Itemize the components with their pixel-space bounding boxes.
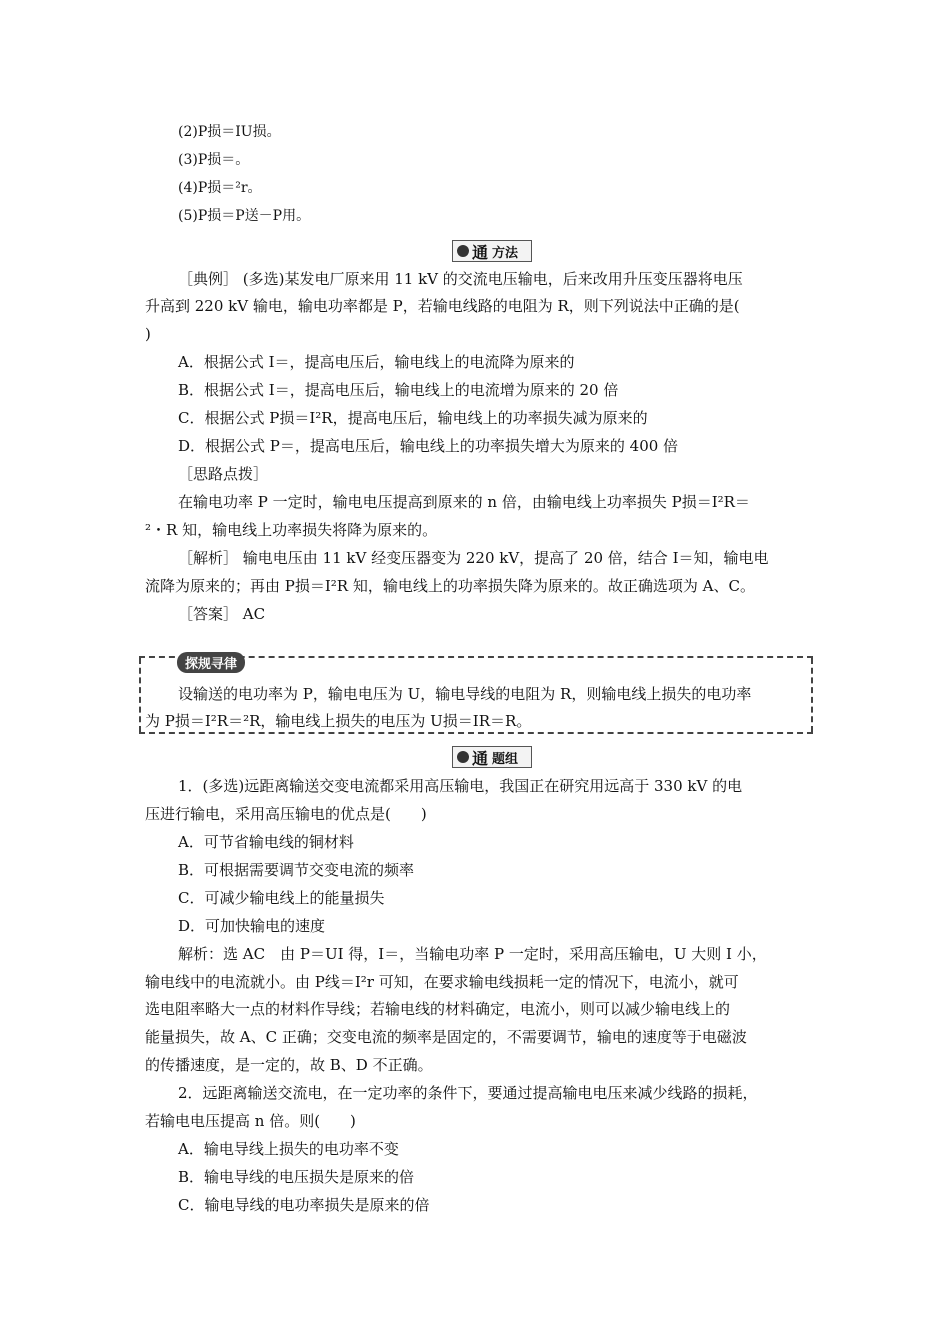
hint-line-2: ²・R 知，输电线上功率损失将降为原来的。 bbox=[145, 521, 438, 539]
rule-tag: 探规寻律 bbox=[177, 652, 245, 673]
example-option-b: B．根据公式 I＝，提高电压后，输电线上的电流增为原来的 20 倍 bbox=[178, 381, 619, 399]
q1-solution-5: 的传播速度，是一定的，故 B、D 不正确。 bbox=[145, 1056, 433, 1074]
example-line-1: ［典例］ (多选)某发电厂原来用 11 kV 的交流电压输电，后来改用升压变压器将电压 bbox=[178, 270, 743, 288]
answer-line: ［答案］ AC bbox=[178, 605, 266, 623]
header-text: 题组 bbox=[492, 751, 519, 767]
analysis-line-1: ［解析］ 输电电压由 11 kV 经变压器变为 220 kV，提高了 20 倍，结合 I＝知，输电电 bbox=[178, 549, 769, 567]
q1-solution-4: 能量损失，故 A、C 正确；交变电流的频率是固定的，不需要调节，输电的速度等于电磁波 bbox=[145, 1028, 747, 1046]
section-header-practice bbox=[452, 746, 532, 768]
q1-option-b: B．可根据需要调节交变电流的频率 bbox=[178, 861, 415, 879]
example-line-3: ) bbox=[145, 325, 151, 343]
rule-line-2: 为 P损＝I²R＝²R，输电线上损失的电压为 U损＝IR＝R。 bbox=[145, 712, 532, 730]
example-option-a: A．根据公式 I＝，提高电压后，输电线上的电流降为原来的 bbox=[178, 353, 575, 371]
hint-line-1: 在输电功率 P 一定时，输电电压提高到原来的 n 倍，由输电线上功率损失 P损＝I²R＝ bbox=[178, 493, 750, 511]
formula-5: (5)P损＝P送－P用。 bbox=[178, 208, 311, 224]
marker-icon bbox=[457, 245, 469, 257]
header-big-char: 通 bbox=[472, 748, 489, 768]
q1-option-d: D．可加快输电的速度 bbox=[178, 917, 326, 935]
example-option-d: D．根据公式 P＝，提高电压后，输电线上的功率损失增大为原来的 400 倍 bbox=[178, 437, 679, 455]
q1-solution-1: 解析：选 AC 由 P＝UI 得，I＝，当输电功率 P 一定时，采用高压输电，U 大则 I 小， bbox=[178, 945, 767, 963]
q1-solution-2: 输电线中的电流就小。由 P线＝I²r 可知，在要求输电线损耗一定的情况下，电流小，就可 bbox=[145, 973, 739, 991]
q2-option-c: C．输电导线的电功率损失是原来的倍 bbox=[178, 1196, 430, 1214]
q1-solution-3: 选电阻率略大一点的材料作导线；若输电线的材料确定，电流小，则可以减少输电线上的 bbox=[145, 1000, 731, 1018]
q2-line-2: 若输电电压提高 n 倍。则( ) bbox=[145, 1112, 356, 1130]
section-header-method bbox=[452, 240, 532, 262]
header-big-char: 通 bbox=[472, 242, 489, 262]
q1-line-2: 压进行输电，采用高压输电的优点是( ) bbox=[145, 805, 427, 823]
q1-option-a: A．可节省输电线的铜材料 bbox=[178, 833, 354, 851]
rule-line-1: 设输送的电功率为 P，输电电压为 U，输电导线的电阻为 R，则输电线上损失的电功率 bbox=[178, 685, 752, 703]
marker-icon bbox=[457, 751, 469, 763]
hint-title: ［思路点拨］ bbox=[178, 465, 269, 483]
q1-option-c: C．可减少输电线上的能量损失 bbox=[178, 889, 385, 907]
formula-2: (2)P损＝IU损。 bbox=[178, 124, 281, 140]
q2-option-b: B．输电导线的电压损失是原来的倍 bbox=[178, 1168, 415, 1186]
formula-3: (3)P损＝。 bbox=[178, 152, 250, 168]
example-option-c: C．根据公式 P损＝I²R，提高电压后，输电线上的功率损失减为原来的 bbox=[178, 409, 648, 427]
q2-option-a: A．输电导线上损失的电功率不变 bbox=[178, 1140, 399, 1158]
header-text: 方法 bbox=[492, 245, 519, 261]
formula-4: (4)P损＝²r。 bbox=[178, 180, 262, 196]
example-line-2: 升高到 220 kV 输电，输电功率都是 P，若输电线路的电阻为 R，则下列说法中正确的是( bbox=[145, 297, 740, 315]
analysis-line-2: 流降为原来的；再由 P损＝I²R 知，输电线上的功率损失降为原来的。故正确选项为 A、C。 bbox=[145, 577, 755, 595]
q2-line-1: 2．远距离输送交流电，在一定功率的条件下，要通过提高输电电压来减少线路的损耗， bbox=[178, 1084, 758, 1102]
q1-line-1: 1．(多选)远距离输送交变电流都采用高压输电，我国正在研究用远高于 330 kV 的电 bbox=[178, 777, 743, 795]
